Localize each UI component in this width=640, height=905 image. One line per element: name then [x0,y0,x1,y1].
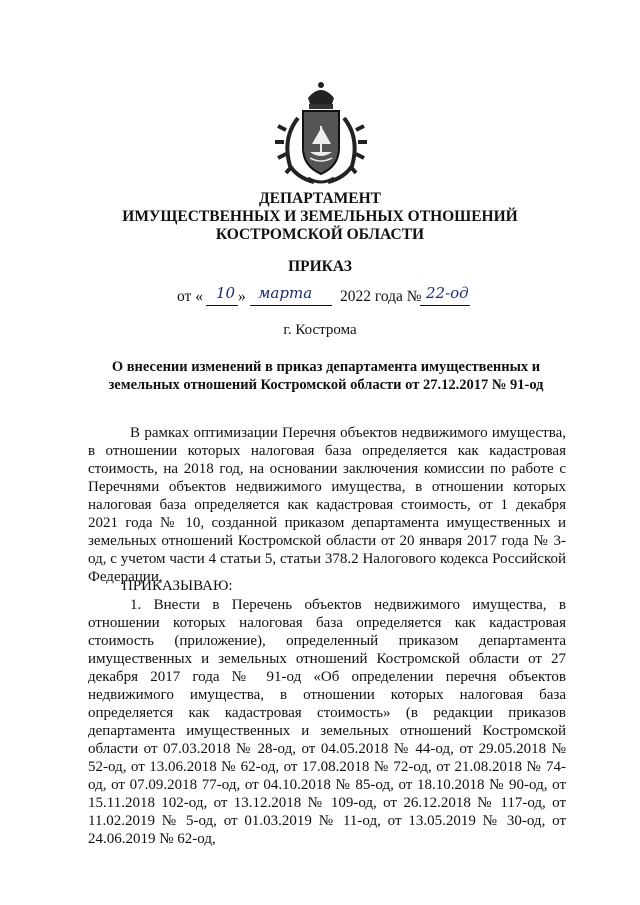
clause-1-text: 1. Внести в Перечень объектов недвижимого имущества, в отношении которых налоговая база определяется как кадастровая стоимость (приложение), определенный приказом департамента имущественных и земельных отношений Костромской области от 27 декабря 2017 года № 91-од «Об определении перечня объектов недвижимого имущества, в отношении которых налоговая база определяется как кадастровая стоимость» (в редакции приказов департамента имущественных и земельных отношений Костромской области от 07.03.2018 № 28-од, от 04.05.2018 № 44-од, от 29.05.2018 № 52-од, от 13.06.2018 № 62-од, от 17.08.2018 № 72-од, от 21.08.2018 № 74-од, от 07.09.2018 77-од, от 04.10.2018 № 85-од, от 18.10.2018 № 90-од, от 15.11.2018 102-од, от 13.12.2018 № 109-од, от 26.12.2018 № 117-од, от 11.02.2019 № 5-од, от 01.03.2019 № 11-од, от 13.05.2019 № 30-од, от 24.06.2019 № 62-од, [88,597,566,847]
city: г. Кострома [283,322,357,338]
department-title-line-2: ИМУЩЕСТВЕННЫХ И ЗЕМЕЛЬНЫХ ОТНОШЕНИЙ [122,208,518,225]
order-number: 22-од [426,284,469,302]
date-month-underline [250,305,332,306]
subject-line-1: О внесении изменений в приказ департамента имущественных и [111,359,541,375]
clause-1-paragraph [88,596,566,848]
date-month: марта [258,284,313,302]
date-day-underline [206,305,238,306]
department-title-line-3: КОСТРОМСКОЙ ОБЛАСТИ [215,226,425,243]
preamble-paragraph [88,424,566,586]
order-number-underline [420,305,470,306]
subject-line-2: земельных отношений Костромской области от 27.12.2017 № 91-од [108,377,544,393]
preamble-text: В рамках оптимизации Перечня объектов недвижимого имущества, в отношении которых налоговая база определяется как кадастровая стоимость, на 2018 год, на основании заключения комиссии по работе с Перечнями объектов недвижимого имущества, в отношении которых налоговая база определяется как кадастровая стоимость, от 1 декабря 2021 года № 10, созданной приказом департамента имущественных и земельных отношений Костромской области от 20 января 2017 года № 3-од, с учетом части 4 статьи 5, статьи 378.2 Налогового кодекса Российской Федерации, [88,425,566,585]
date-mid: » [238,288,246,305]
date-prefix: от « [177,288,203,305]
date-day: 10 [216,284,236,302]
kostroma-coat-of-arms-icon [268,78,374,188]
order-word: ПРИКАЗЫВАЮ: [122,578,233,594]
order-title: ПРИКАЗ [288,258,352,275]
department-title-line-1: ДЕПАРТАМЕНТ [258,190,382,207]
date-year: 2022 года № [340,288,422,305]
